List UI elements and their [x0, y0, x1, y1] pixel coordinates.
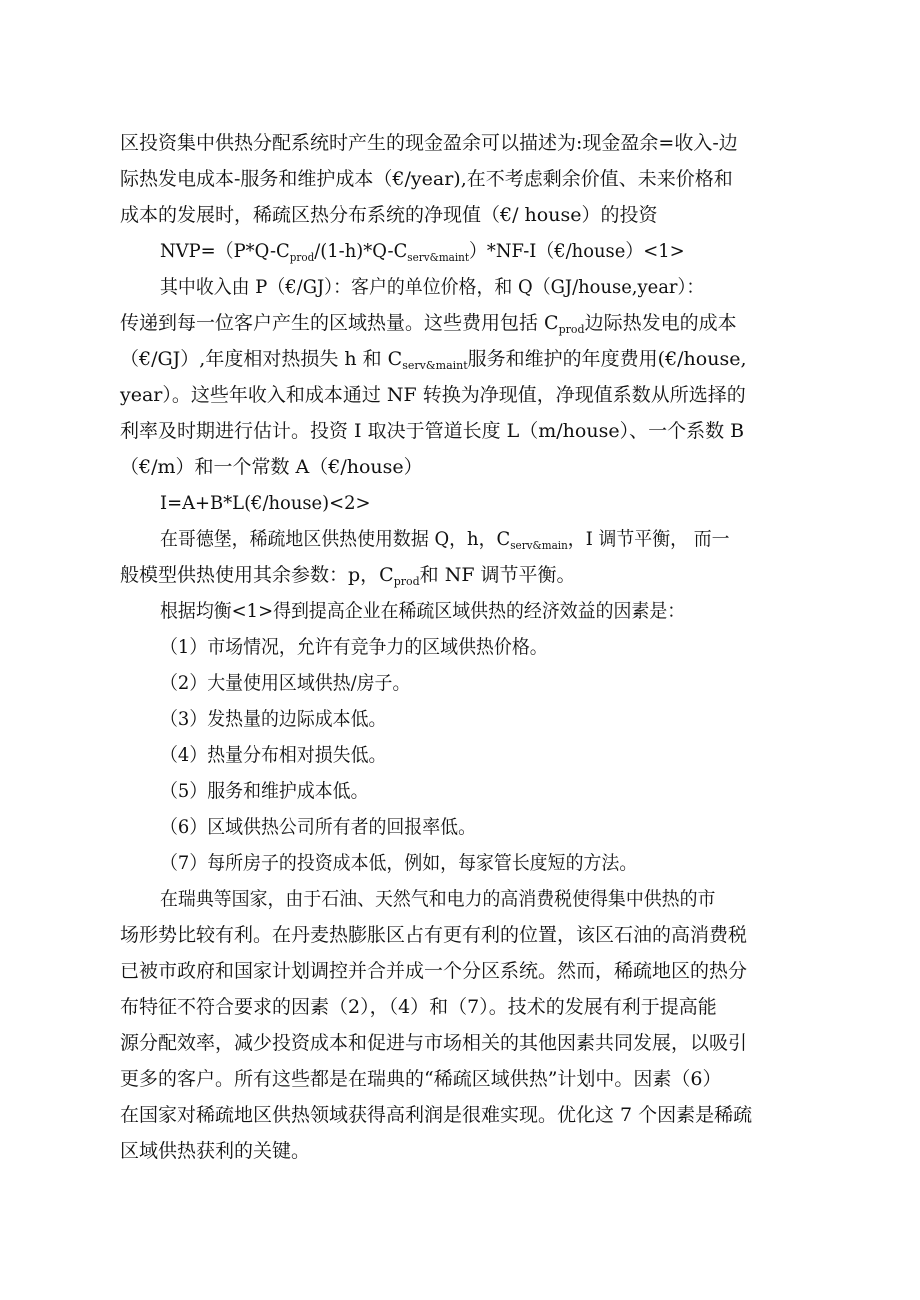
paragraph-3-line-1-subscript: serv&main: [510, 539, 568, 552]
equation-1-part-b: /(1-h)*Q-C: [314, 240, 408, 262]
equation-2: I=A+B*L(€/house)<2>: [160, 492, 371, 514]
paragraph-2-line-3-subscript: serv&maint: [402, 359, 468, 372]
equation-1: [160, 239, 820, 263]
paragraph-3-line-1-a: 在哥德堡，稀疏地区供热使用数据 Q，h，C: [160, 528, 511, 550]
equation-1-subscript-serv-maint: serv&maint: [407, 251, 470, 264]
paragraph-5-line-4: 布特征不符合要求的因素（2），（4）和（7）。技术的发展有利于提高能: [120, 996, 717, 1018]
factor-item-2: （2）大量使用区域供热/房子。: [160, 672, 411, 694]
paragraph-5-line-5: 源分配效率，减少投资成本和促进与市场相关的其他因素共同发展，以吸引: [120, 1032, 748, 1054]
paragraph-3-line-2: [120, 563, 820, 587]
paragraph-5-line-7: 在国家对稀疏地区供热领域获得高利润是很难实现。优化这 7 个因素是稀疏: [120, 1104, 753, 1126]
paragraph-2-line-3: [120, 347, 820, 371]
equation-1-part-c: ）*NF-I（€/house）<1>: [469, 240, 685, 262]
equation-1-part-a: NVP=（P*Q-C: [160, 240, 290, 262]
paragraph-2-line-4: year）。这些年收入和成本通过 NF 转换为净现值，净现值系数从所选择的: [120, 384, 746, 406]
paragraph-1-line-3: 成本的发展时，稀疏区热分布系统的净现值（€/ house）的投资: [120, 204, 658, 226]
paragraph-2-line-1: 其中收入由 P（€/GJ）：客户的单位价格，和 Q（GJ/house,year）：: [160, 276, 705, 298]
paragraph-2-line-6: （€/m）和一个常数 A（€/house）: [120, 456, 423, 478]
paragraph-2-line-3-a: （€/GJ）,年度相对热损失 h 和 C: [120, 348, 403, 370]
paragraph-3-line-2-a: 般模型供热使用其余参数：p，C: [120, 564, 394, 586]
paragraph-3-line-1: [160, 527, 820, 551]
paragraph-5-line-8: 区域供热获利的关键。: [120, 1140, 311, 1162]
paragraph-2-line-2-a: 传递到每一位客户产生的区域热量。这些费用包括 C: [120, 312, 559, 334]
paragraph-2-line-5: 利率及时期进行估计。投资 I 取决于管道长度 L（m/house）、一个系数 B: [120, 420, 745, 442]
paragraph-1-line-2: 际热发电成本-服务和维护成本（€/year),在不考虑剩余价值、未来价格和: [120, 168, 733, 190]
paragraph-3-line-2-b: 和 NF 调节平衡。: [419, 564, 576, 586]
factor-item-7: （7）每所房子的投资成本低，例如，每家管长度短的方法。: [160, 852, 638, 874]
paragraph-5-line-6: 更多的客户。所有这些都是在瑞典的“稀疏区域供热”计划中。因素（6）: [120, 1068, 722, 1090]
paragraph-3-line-2-subscript: prod: [393, 575, 420, 588]
paragraph-4: 根据均衡<1>得到提高企业在稀疏区域供热的经济效益的因素是：: [160, 600, 686, 622]
factor-item-6: （6）区域供热公司所有者的回报率低。: [160, 816, 476, 838]
factor-item-4: （4）热量分布相对损失低。: [160, 744, 387, 766]
paragraph-2-line-2: [120, 311, 820, 335]
factor-item-5: （5）服务和维护成本低。: [160, 780, 369, 802]
paragraph-5-line-1: 在瑞典等国家，由于石油、天然气和电力的高消费税使得集中供热的市: [160, 888, 716, 910]
paragraph-5-line-2: 场形势比较有利。在丹麦热膨胀区占有更有利的位置，该区石油的高消费税: [120, 924, 748, 946]
paragraph-2-line-3-b: 服务和维护的年度费用(€/house,: [467, 348, 747, 370]
paragraph-2-line-2-b: 边际热发电的成本: [584, 312, 737, 334]
paragraph-1-line-1: 区投资集中供热分配系统时产生的现金盈余可以描述为:现金盈余=收入-边: [120, 132, 738, 154]
paragraph-2-line-2-subscript: prod: [558, 323, 585, 336]
paragraph-5-line-3: 已被市政府和国家计划调控并合并成一个分区系统。然而，稀疏地区的热分: [120, 960, 748, 982]
factor-item-1: （1）市场情况，允许有竞争力的区域供热价格。: [160, 636, 548, 658]
factor-item-3: （3）发热量的边际成本低。: [160, 708, 387, 730]
paragraph-3-line-1-b: ，I 调节平衡， 而一: [567, 528, 730, 550]
equation-1-subscript-prod: prod: [289, 251, 315, 264]
